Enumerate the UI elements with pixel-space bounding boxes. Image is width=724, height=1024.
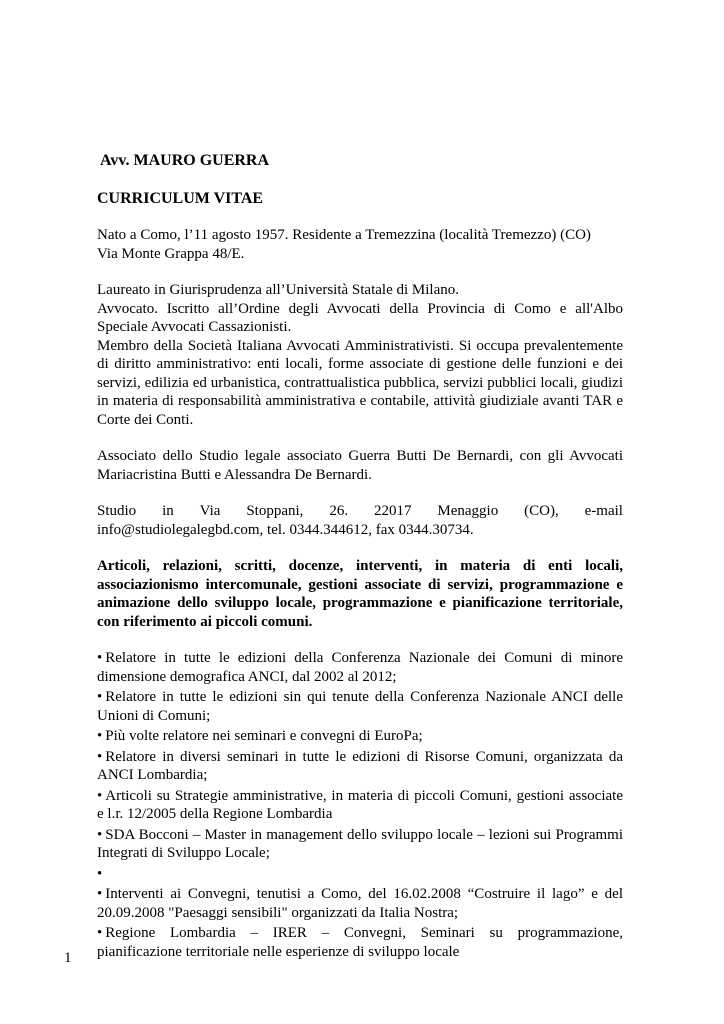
spacer — [97, 631, 623, 649]
studio-word: (CO), — [524, 503, 559, 519]
spacer — [97, 263, 623, 281]
list-item-text: Più volte relatore nei seminari e convegni di EuroPa; — [105, 728, 423, 744]
list-item-text: Regione Lombardia – IRER – Convegni, Seminari su programmazione, pianificazione territoriale nelle esperienze di sviluppo locale — [97, 925, 623, 960]
document-page — [97, 150, 623, 963]
bullet-icon: • — [97, 865, 103, 882]
list-item-text: Relatore in tutte le edizioni sin qui tenute della Conferenza Nazionale ANCI delle Unioni di Comuni; — [97, 689, 623, 724]
studio-contacts: info@studiolegalegbd.com, tel. 0344.344612, fax 0344.30734. — [97, 521, 474, 538]
intro-line-2: Via Monte Grappa 48/E. — [97, 245, 245, 262]
spacer — [97, 484, 623, 502]
education-paragraph-2: Avvocato. Iscritto all’Ordine degli Avvocati della Provincia di Como e all'Albo Speciale Avvocati Cassazionisti. — [97, 300, 623, 335]
activity-list — [97, 649, 623, 961]
education-paragraph-1: Laureato in Giurisprudenza all’Università Statale di Milano. — [97, 282, 459, 298]
studio-word: e-mail — [584, 503, 623, 519]
list-item — [97, 885, 623, 922]
studio-word: Via — [199, 503, 221, 519]
spacer — [97, 539, 623, 557]
intro-line-1: Nato a Como, l’11 agosto 1957. Residente a Tremezzina (località Tremezzo) (CO) — [97, 227, 591, 243]
list-item — [97, 865, 623, 884]
studio-word: Menaggio — [437, 503, 499, 519]
spacer — [97, 208, 623, 226]
education-paragraph-3: Membro della Società Italiana Avvocati Amministrativisti. Si occupa prevalentemente di diritto amministrativo: enti locali, forme associate di gestione delle funzioni e dei servizi, edilizia ed urbanistica, contrattualistica pubblica, servizi pubblici locali, giudizi in materia di responsabilità amministrativa e contabile, attività giudiziale avanti TAR e Corte dei Conti. — [97, 337, 623, 428]
studio-word: in — [162, 503, 174, 519]
list-item — [97, 924, 623, 961]
list-item-text: Articoli su Strategie amministrative, in materia di piccoli Comuni, gestioni associate e l.r. 12/2005 della Regione Lombardia — [97, 787, 623, 822]
section-heading: Articoli, relazioni, scritti, docenze, interventi, in materia di enti locali, associazionismo intercomunale, gestioni associate di servizi, programmazione e animazione dello sviluppo locale, programmazione e pianificazione territoriale, con riferimento ai piccoli comuni. — [97, 558, 623, 630]
associate-paragraph: Associato dello Studio legale associato Guerra Butti De Bernardi, con gli Avvocati Mariacristina Butti e Alessandra De Bernardi. — [97, 448, 623, 483]
list-item-text: Relatore in tutte le edizioni della Conferenza Nazionale dei Comuni di minore dimensione demografica ANCI, dal 2002 al 2012; — [97, 650, 623, 685]
list-item — [97, 649, 623, 686]
list-item — [97, 688, 623, 725]
bullet-icon: • — [97, 787, 103, 804]
document-title: CURRICULUM VITAE — [97, 189, 264, 207]
list-item — [97, 787, 623, 824]
page-number: 1 — [64, 950, 72, 966]
author-name: Avv. MAURO GUERRA — [100, 152, 270, 169]
studio-word: 22017 — [374, 503, 412, 519]
list-item — [97, 826, 623, 863]
bullet-icon: • — [97, 689, 103, 705]
list-item-text: Relatore in diversi seminari in tutte le edizioni di Risorse Comuni, organizzata da ANCI Lombardia; — [97, 748, 623, 783]
studio-word: 26. — [329, 503, 349, 519]
spacer — [97, 429, 623, 447]
bullet-icon: • — [97, 826, 103, 843]
list-item — [97, 727, 623, 746]
bullet-icon: • — [97, 728, 103, 744]
list-item-text: SDA Bocconi – Master in management dello sviluppo locale – lezioni sui Programmi Integrati di Sviluppo Locale; — [97, 826, 623, 861]
bullet-icon: • — [97, 886, 103, 902]
list-item-text: Interventi ai Convegni, tenutisi a Como, del 16.02.2008 “Costruire il lago” e del 20.09.2008 "Paesaggi sensibili" organizzati da Italia Nostra; — [97, 886, 623, 921]
bullet-icon: • — [97, 925, 103, 941]
studio-address-line — [97, 502, 623, 521]
list-item — [97, 748, 623, 785]
studio-word: Studio — [97, 503, 137, 519]
bullet-icon: • — [97, 748, 103, 765]
studio-word: Stoppani, — [246, 503, 304, 519]
bullet-icon: • — [97, 650, 103, 666]
